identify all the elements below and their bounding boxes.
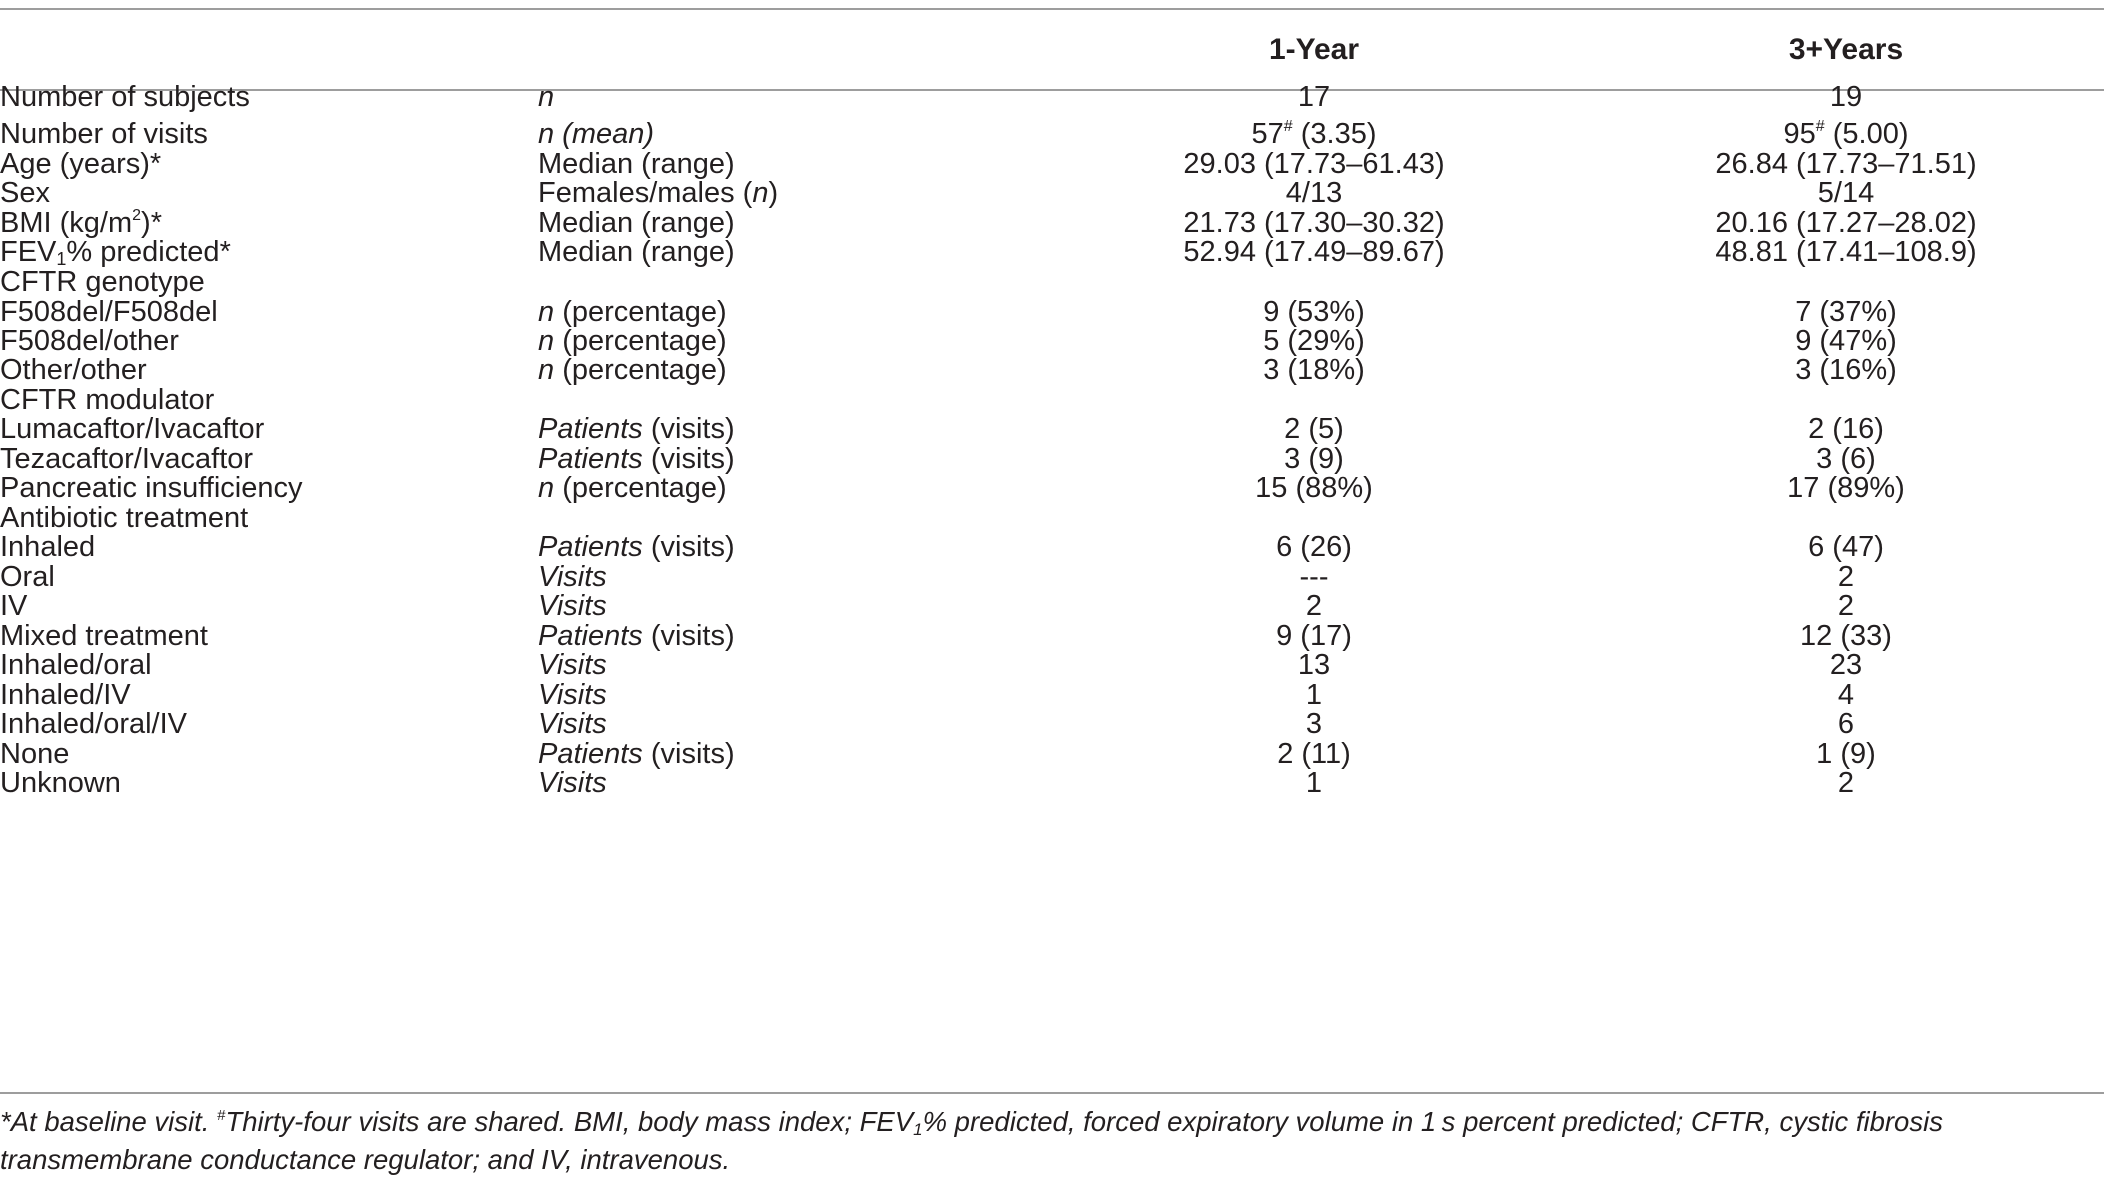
- value-1-year: 1: [1305, 679, 1323, 711]
- row-label: CFTR genotype: [0, 266, 205, 298]
- column-header-1-year: 1-Year: [1268, 33, 1360, 66]
- row-label: Inhaled/IV: [0, 679, 131, 711]
- value-1-year: 9 (17): [1276, 620, 1352, 652]
- statistic-italic: n: [538, 325, 555, 357]
- footnote-sup: #: [217, 1107, 226, 1124]
- row-label: Age (years)*: [0, 148, 162, 180]
- value-1-year: 5 (29%): [1263, 325, 1365, 357]
- footnote-part1: *At baseline visit.: [0, 1106, 218, 1137]
- statistic-text: Median (range): [538, 207, 735, 239]
- table-footnote: [0, 1103, 2090, 1179]
- footnote-part2: Thirty-four visits are shared. BMI, body mass index; FEV: [225, 1106, 914, 1137]
- table-top-rule: [0, 8, 2104, 10]
- value-1-year: 2 (5): [1284, 413, 1344, 445]
- statistic-italic: Visits: [538, 679, 607, 711]
- value-1-year: 29.03 (17.73–61.43): [1183, 148, 1445, 180]
- statistic-italic: Visits: [538, 649, 607, 681]
- row-statistic: [538, 77, 554, 117]
- statistic-italic: Patients: [538, 531, 643, 563]
- value-3-years: 6: [1837, 708, 1855, 740]
- value-3-years-superscript: #: [1815, 118, 1825, 135]
- value-3-years: 1 (9): [1816, 738, 1876, 770]
- value-1-year: 9 (53%): [1263, 296, 1365, 328]
- value-3-years: 20.16 (17.27–28.02): [1715, 207, 1977, 239]
- value-3-years: 3 (16%): [1795, 354, 1897, 386]
- statistic-italic: Patients: [538, 413, 643, 445]
- value-3-years-suffix: (5.00): [1824, 118, 1909, 150]
- value-3-years: 2 (16): [1808, 413, 1884, 445]
- row-label: Inhaled: [0, 531, 96, 563]
- row-label: CFTR modulator: [0, 384, 215, 416]
- statistic-suffix: (percentage): [554, 354, 727, 386]
- value-1-year: 2 (11): [1277, 738, 1351, 770]
- statistic-suffix: (visits): [642, 413, 735, 445]
- value-3-years: 5/14: [1817, 177, 1875, 209]
- row-label: F508del/other: [0, 325, 179, 357]
- statistic-suffix: ): [768, 177, 779, 209]
- value-1-year: 6 (26): [1276, 531, 1352, 563]
- statistic-italic: Patients: [538, 738, 643, 770]
- footnote-part3: % predicted, forced expiratory volume in 1 s percent predicted; CFTR, cystic fibrosis transmembrane conductance regulator; and IV, intravenous.: [0, 1106, 1943, 1175]
- value-1-year: ---: [1299, 561, 1329, 593]
- statistic-italic: n: [752, 177, 769, 209]
- table-bottom-rule: [0, 1092, 2104, 1094]
- statistic-italic: Visits: [538, 767, 607, 799]
- row-label-subscript: 1: [56, 249, 67, 269]
- statistic-italic: n (mean): [538, 118, 655, 150]
- row-label: Lumacaftor/Ivacaftor: [0, 413, 265, 445]
- value-1-year-main: 57: [1251, 118, 1284, 150]
- statistic-italic: Visits: [538, 590, 607, 622]
- statistic-suffix: (percentage): [554, 296, 727, 328]
- statistic-text: Median (range): [538, 236, 735, 268]
- row-label: Inhaled/oral: [0, 649, 152, 681]
- statistic-italic: n: [538, 296, 555, 328]
- value-3-years: 23: [1829, 649, 1863, 681]
- value-3-years: 17 (89%): [1787, 472, 1905, 504]
- statistic-italic: n: [538, 472, 555, 504]
- value-1-year: 15 (88%): [1255, 472, 1373, 504]
- row-label-text: FEV: [0, 236, 57, 268]
- row-label: Inhaled/oral/IV: [0, 708, 188, 740]
- value-1-year: 3: [1305, 708, 1323, 740]
- value-1-year: 3 (18%): [1263, 354, 1365, 386]
- row-label: F508del/F508del: [0, 296, 218, 328]
- value-1-year: 13: [1297, 649, 1331, 681]
- row-label-superscript: 2: [132, 207, 142, 224]
- row-label: Number of subjects: [0, 81, 250, 113]
- row-label: Oral: [0, 561, 55, 593]
- statistic-suffix: (visits): [642, 738, 735, 770]
- statistic-italic: n: [538, 354, 555, 386]
- row-label: Number of visits: [0, 118, 208, 150]
- statistic-text: Females/males (: [538, 177, 753, 209]
- row-label: Antibiotic treatment: [0, 502, 249, 534]
- value-1-year-suffix: (3.35): [1292, 118, 1377, 150]
- statistic-suffix: (percentage): [554, 325, 727, 357]
- value-3-years-main: 95: [1783, 118, 1816, 150]
- row-label: Tezacaftor/Ivacaftor: [0, 443, 254, 475]
- value-1-year: 52.94 (17.49–89.67): [1183, 236, 1445, 268]
- column-header-3-years: 3+Years: [1788, 33, 1904, 66]
- statistic-text: Median (range): [538, 148, 735, 180]
- row-label: Pancreatic insufficiency: [0, 472, 303, 504]
- row-label: Sex: [0, 177, 50, 209]
- row-label-suffix: % predicted*: [66, 236, 231, 268]
- row-label: Mixed treatment: [0, 620, 208, 652]
- table-row: [0, 77, 2104, 117]
- value-1-year: 4/13: [1285, 177, 1343, 209]
- row-label: Unknown: [0, 767, 121, 799]
- statistic-suffix: (visits): [642, 531, 735, 563]
- statistic-italic: Visits: [538, 708, 607, 740]
- row-label: None: [0, 738, 70, 770]
- table-row: [0, 763, 2104, 803]
- value-3-years: 4: [1837, 679, 1855, 711]
- value-3-years: 19: [1829, 81, 1863, 113]
- value-1-year-superscript: #: [1283, 118, 1293, 135]
- statistic-italic: Patients: [538, 443, 643, 475]
- footnote-sub: 1: [913, 1120, 923, 1139]
- value-1-year: 3 (9): [1284, 443, 1344, 475]
- value-3-years: 12 (33): [1800, 620, 1892, 652]
- value-3-years: 2: [1837, 561, 1855, 593]
- value-3-years: 2: [1837, 590, 1855, 622]
- value-1-year: 1: [1305, 767, 1323, 799]
- statistic-italic: n: [538, 81, 555, 113]
- statistic-italic: Patients: [538, 620, 643, 652]
- value-1-year: 2: [1305, 590, 1323, 622]
- row-label: IV: [0, 590, 28, 622]
- value-3-years: 2: [1837, 767, 1855, 799]
- value-3-years: 9 (47%): [1795, 325, 1897, 357]
- row-label-suffix: )*: [141, 207, 162, 239]
- row-label-text: BMI (kg/m: [0, 207, 133, 239]
- value-3-years: 26.84 (17.73–71.51): [1715, 148, 1977, 180]
- value-3-years: 3 (6): [1816, 443, 1876, 475]
- value-3-years: 6 (47): [1808, 531, 1884, 563]
- value-1-year: 21.73 (17.30–30.32): [1183, 207, 1445, 239]
- row-statistic: [538, 763, 607, 803]
- value-3-years: 7 (37%): [1795, 296, 1897, 328]
- row-label: Other/other: [0, 354, 147, 386]
- statistic-italic: Visits: [538, 561, 607, 593]
- statistic-suffix: (visits): [642, 620, 735, 652]
- value-3-years: 48.81 (17.41–108.9): [1715, 236, 1977, 268]
- value-1-year: 17: [1297, 81, 1331, 113]
- statistic-suffix: (percentage): [554, 472, 727, 504]
- statistic-suffix: (visits): [642, 443, 735, 475]
